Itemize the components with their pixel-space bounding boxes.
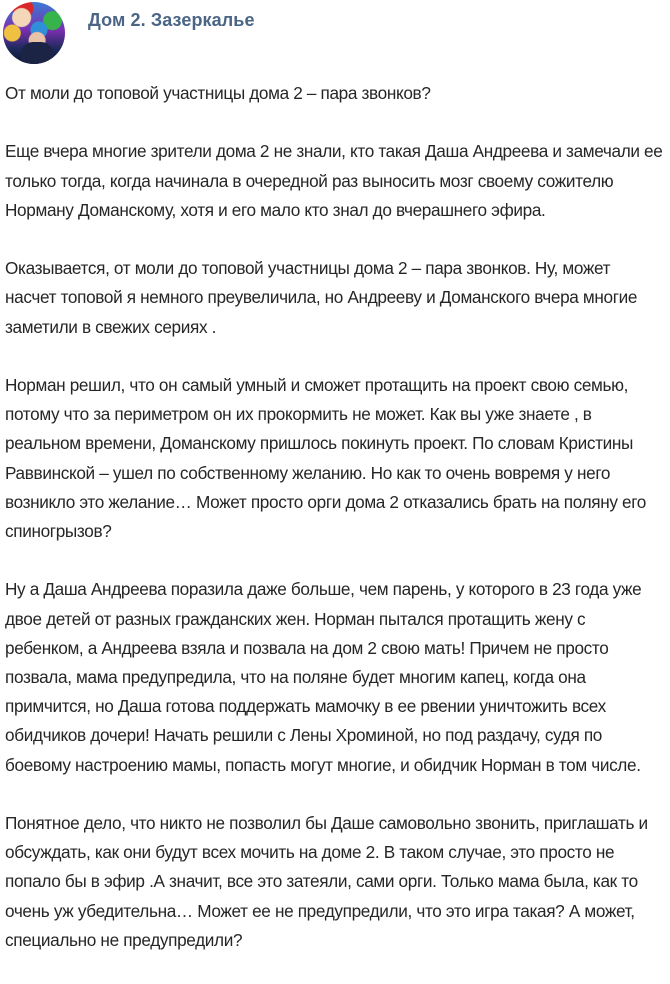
avatar-figure [21,42,53,64]
post-paragraph: Норман решил, что он самый умный и сможет протащить на проект свою семью, потому что за периметром он их прокормить не может. Как вы уже знаете , в реальном времени, Доманскому пришлось покинуть проект. По словам Кристины Раввинской – ушел по собственному желанию. Но как то очень вовремя у него возникло это желание… Может просто орги дома 2 отказались брать на поляну его спиногрызов? [5,374,646,541]
post-paragraph: Оказывается, от моли до топовой участницы дома 2 – пара звонков. Ну, может насчет топовой я немного преувеличила, но Андрееву и Доманского вчера многие заметили в свежих сериях . [5,258,638,337]
post-paragraph: Еще вчера многие зрители дома 2 не знали, кто такая Даша Андреева и замечали ее только тогда, когда начинала в очередной раз выносить мозг своему сожителю Норману Доманскому, хотя и его мало кто знал до вчерашнего эфира. [5,141,663,220]
post-header [0,0,670,70]
post-body [5,79,665,984]
group-name-link[interactable]: Дом 2. Зазеркалье [88,10,255,30]
post-paragraph: От моли до топовой участницы дома 2 – пара звонков? [5,83,431,103]
group-avatar[interactable] [3,2,65,64]
post-paragraph: Ну а Даша Андреева поразила даже больше, чем парень, у которого в 23 года уже двое детей от разных гражданских жен. Норман пытался протащить жену с ребенком, а Андреева взяла и позвала на дом 2 свою мать! Причем не просто позвала, мама предупредила, что на поляне будет многим капец, когда она примчится, но Даша готова поддержать мамочку в ее рвении уничтожить всех обидчиков дочери! Начать решили с Лены Хроминой, но под раздачу, судя по боевому настроению мамы, попасть могут многие, и обидчик Норман в том числе. [5,579,642,775]
post-paragraph: Понятное дело, что никто не позволил бы Даше самовольно звонить, приглашать и обсуждать, как они будут всех мочить на доме 2. В таком случае, это просто не попало бы в эфир .А значит, все это затеяли, сами орги. Только мама была, как то очень уж убедительна… Может ее не предупредили, что это игра такая? А может, специально не предупредили? [5,813,648,950]
